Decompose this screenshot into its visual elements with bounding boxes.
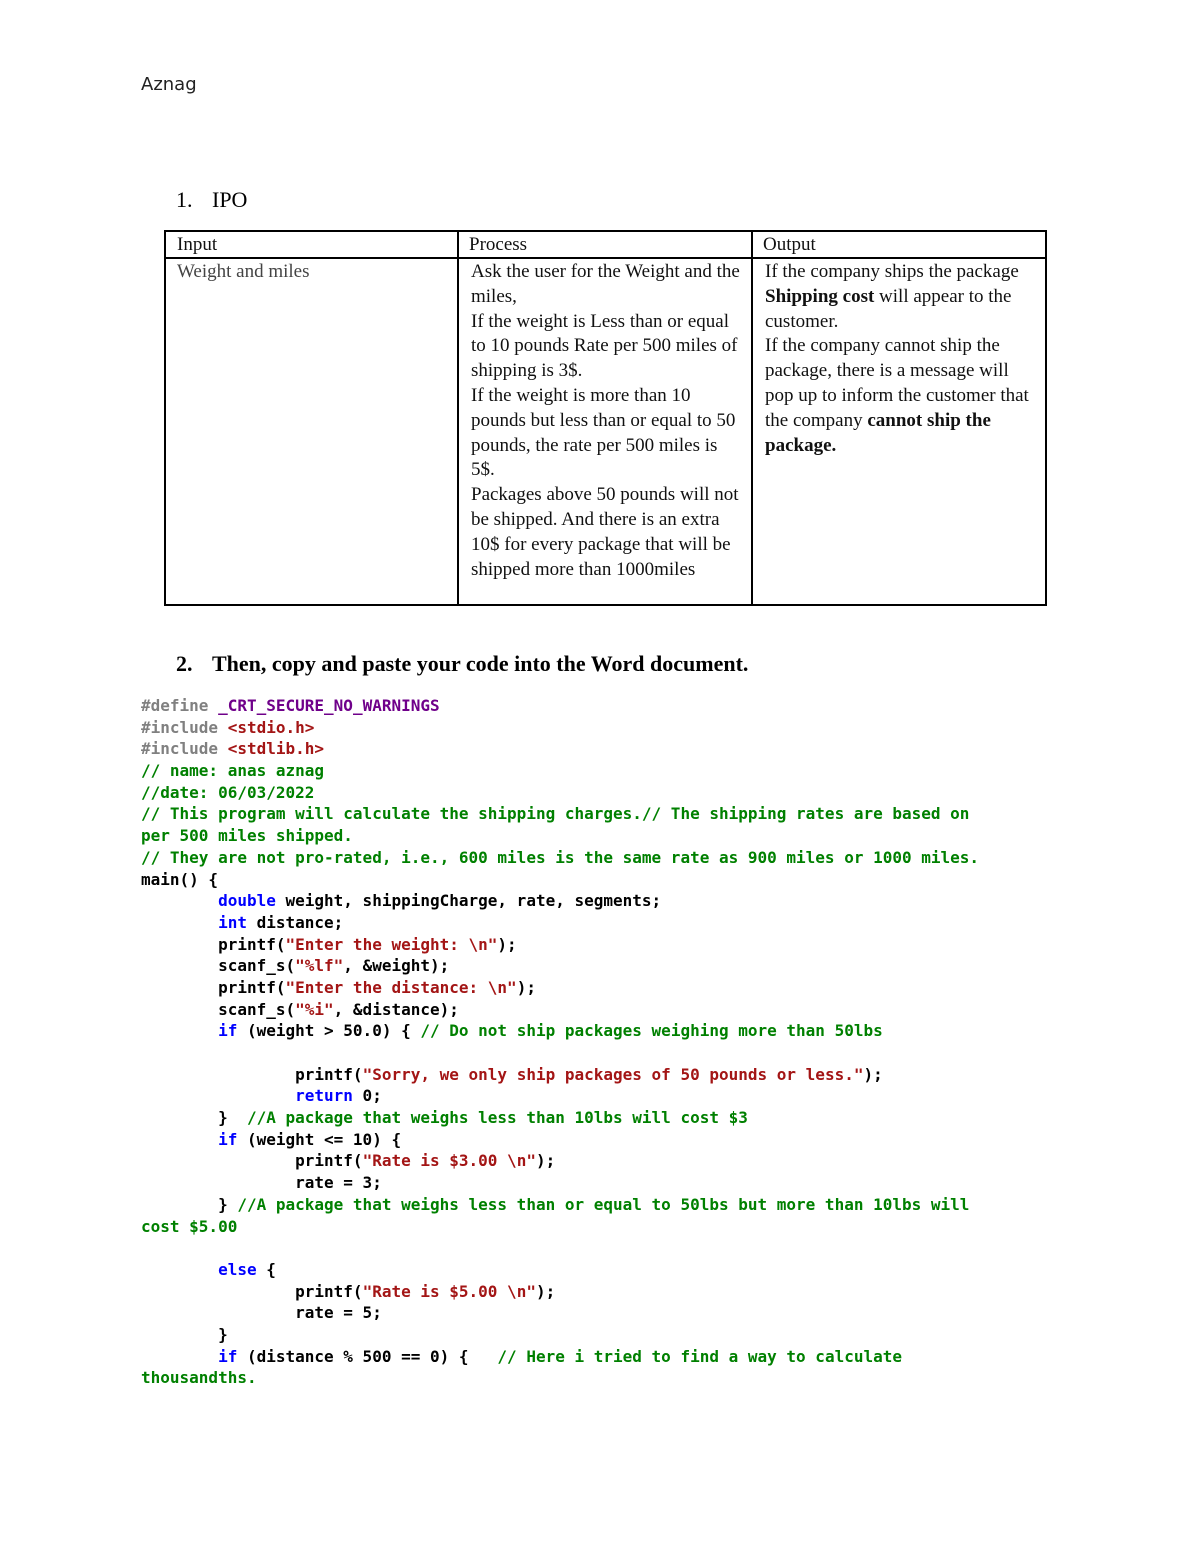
code-line: cost $5.00 bbox=[141, 1216, 238, 1236]
include-header: <stdio.h> bbox=[227, 717, 315, 737]
section-2-title: Then, copy and paste your code into the Word document. bbox=[212, 651, 749, 676]
column-header-input: Input bbox=[177, 234, 218, 255]
code-line bbox=[141, 1172, 1081, 1194]
section-1-heading bbox=[176, 187, 247, 213]
preprocessor-directive: #include bbox=[141, 717, 219, 737]
ipo-table bbox=[164, 230, 1047, 606]
column-header-process: Process bbox=[469, 234, 528, 255]
code-line bbox=[141, 999, 1081, 1021]
process-line: Ask the user for the Weight and the miles, bbox=[471, 261, 740, 307]
code-block bbox=[141, 695, 1081, 1389]
code-line bbox=[141, 912, 1081, 934]
code-line bbox=[141, 934, 1081, 956]
code-text: (weight <= 10) { bbox=[237, 1129, 402, 1149]
code-line bbox=[141, 1324, 1081, 1346]
string-literal: "Rate is $3.00 \n" bbox=[362, 1151, 536, 1171]
header-author: Aznag bbox=[141, 74, 197, 95]
code-text: printf( bbox=[295, 1064, 363, 1084]
code-text: ); bbox=[516, 977, 536, 997]
preprocessor-directive: #define bbox=[141, 696, 209, 715]
code-line: // name: anas aznag bbox=[141, 761, 325, 781]
code-line: // They are not pro-rated, i.e., 600 miles is the same rate as 900 miles or 1000 miles. bbox=[141, 847, 980, 867]
keyword: if bbox=[218, 1346, 238, 1366]
output-paragraph bbox=[765, 334, 1041, 458]
keyword: double bbox=[218, 891, 276, 911]
code-text: (distance % 500 == 0) { bbox=[237, 1346, 498, 1366]
code-line: per 500 miles shipped. bbox=[141, 826, 353, 846]
code-line: //date: 06/03/2022 bbox=[141, 782, 315, 802]
code-text: } bbox=[218, 1108, 247, 1128]
code-line bbox=[141, 1150, 1081, 1172]
output-paragraph bbox=[765, 260, 1041, 334]
process-line: If the weight is Less than or equal to 10 pounds Rate per 500 miles of shipping is 3$. bbox=[471, 310, 738, 382]
code-comment: // Do not ship packages weighing more than 50lbs bbox=[420, 1021, 883, 1041]
code-line: main() { bbox=[141, 869, 219, 889]
preprocessor-directive: #include bbox=[141, 739, 219, 759]
code-text: printf( bbox=[295, 1281, 363, 1301]
code-text: { bbox=[256, 1259, 276, 1279]
section-1-title: IPO bbox=[212, 187, 248, 212]
cell-process bbox=[465, 260, 745, 582]
code-line bbox=[141, 1302, 1081, 1324]
string-literal: "Enter the distance: \n" bbox=[285, 977, 517, 997]
code-line bbox=[141, 1129, 1081, 1151]
string-literal: "%i" bbox=[295, 999, 334, 1019]
code-line bbox=[141, 890, 1081, 912]
code-line bbox=[141, 738, 1081, 760]
code-comment: // Here i tried to find a way to calculate bbox=[497, 1346, 902, 1366]
code-comment: //A package that weighs less than or equal to 50lbs but more than 10lbs will bbox=[237, 1194, 970, 1214]
process-line: If the weight is more than 10 pounds but less than or equal to 50 pounds, the rate per 500 miles is 5$. bbox=[471, 384, 736, 481]
section-2-number: 2. bbox=[176, 651, 193, 676]
output-text: If the company ships the package bbox=[765, 261, 1019, 282]
code-text: scanf_s( bbox=[218, 956, 296, 976]
code-line bbox=[141, 1085, 1081, 1107]
code-line bbox=[141, 977, 1081, 999]
code-text: rate = 5; bbox=[295, 1303, 382, 1323]
macro-name: _CRT_SECURE_NO_WARNINGS bbox=[218, 696, 440, 715]
code-text: (weight > 50.0) { bbox=[237, 1021, 421, 1041]
code-text: scanf_s( bbox=[218, 999, 296, 1019]
process-line: Packages above 50 pounds will not be shipped. And there is an extra 10$ for every package that will be shipped more than 1000miles bbox=[471, 484, 739, 580]
output-bold-text: Shipping cost bbox=[765, 285, 875, 307]
keyword: else bbox=[218, 1259, 257, 1279]
keyword: int bbox=[218, 912, 247, 932]
code-text: ); bbox=[535, 1281, 556, 1301]
column-header-output: Output bbox=[763, 234, 816, 255]
code-text: , &distance); bbox=[333, 999, 459, 1019]
code-text: distance; bbox=[246, 912, 344, 932]
output-bold-text: cannot ship the package. bbox=[765, 409, 991, 456]
code-line bbox=[141, 1281, 1081, 1303]
code-line bbox=[141, 695, 1081, 717]
cell-output bbox=[759, 260, 1041, 458]
code-line bbox=[141, 1107, 1081, 1129]
code-line bbox=[141, 955, 1081, 977]
code-text: ); bbox=[497, 934, 517, 954]
keyword: if bbox=[218, 1021, 238, 1041]
code-text: 0; bbox=[352, 1086, 382, 1106]
keyword: return bbox=[295, 1086, 353, 1106]
section-1-number: 1. bbox=[176, 187, 193, 212]
code-line-blank bbox=[141, 1237, 1081, 1259]
code-text: } bbox=[218, 1324, 228, 1344]
code-text: printf( bbox=[218, 934, 286, 954]
code-line bbox=[141, 1194, 1081, 1216]
string-literal: "Rate is $5.00 \n" bbox=[362, 1281, 536, 1301]
code-text: ); bbox=[863, 1064, 883, 1084]
table-column-divider bbox=[457, 232, 459, 604]
code-line bbox=[141, 717, 1081, 739]
string-literal: "%lf" bbox=[295, 956, 344, 976]
keyword: if bbox=[218, 1129, 238, 1149]
code-line-blank bbox=[141, 1042, 1081, 1064]
code-text: printf( bbox=[295, 1151, 363, 1171]
code-text: ); bbox=[535, 1151, 556, 1171]
code-line bbox=[141, 1346, 1081, 1368]
code-text: } bbox=[218, 1194, 238, 1214]
table-header-divider bbox=[166, 257, 1045, 259]
output-text: will appear to the customer. bbox=[765, 285, 1012, 332]
output-text: If the company cannot ship the package, there is a message will pop up to inform the customer that the company bbox=[765, 335, 1029, 431]
include-header: <stdlib.h> bbox=[227, 739, 325, 759]
code-line bbox=[141, 1259, 1081, 1281]
table-column-divider bbox=[751, 232, 753, 604]
cell-input: Weight and miles bbox=[177, 261, 310, 282]
code-comment: //A package that weighs less than 10lbs will cost $3 bbox=[246, 1108, 748, 1128]
code-text: , &weight); bbox=[343, 956, 450, 976]
string-literal: "Sorry, we only ship packages of 50 pounds or less." bbox=[362, 1064, 864, 1084]
section-2-heading bbox=[176, 651, 748, 677]
code-line bbox=[141, 1064, 1081, 1086]
code-text: weight, shippingCharge, rate, segments; bbox=[275, 891, 662, 911]
code-line: // This program will calculate the shipping charges.// The shipping rates are based on bbox=[141, 804, 970, 824]
code-line: thousandths. bbox=[141, 1368, 257, 1388]
code-text: rate = 3; bbox=[295, 1173, 382, 1193]
string-literal: "Enter the weight: \n" bbox=[285, 934, 498, 954]
code-line bbox=[141, 1020, 1081, 1042]
code-text: printf( bbox=[218, 977, 286, 997]
